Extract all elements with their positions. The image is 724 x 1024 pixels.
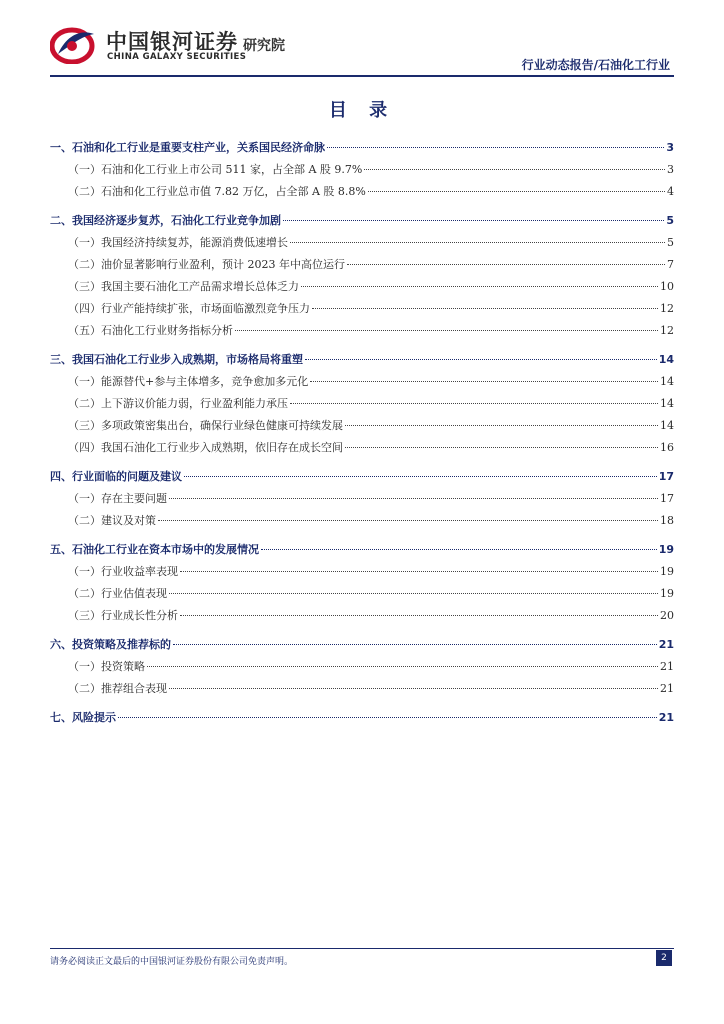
report-type: 行业动态报告/石油化工行业 <box>521 58 670 72</box>
toc-leader-dots <box>290 242 665 243</box>
toc-entry-title: （一）能源替代+参与主体增多，竞争愈加多元化 <box>68 375 309 388</box>
toc-page-number: 21 <box>660 660 674 673</box>
toc-leader-dots <box>347 264 665 265</box>
toc-subsection-link[interactable] <box>50 440 674 455</box>
toc-page-number: 12 <box>660 302 674 315</box>
toc-leader-dots <box>235 330 658 331</box>
toc-leader-dots <box>312 308 658 309</box>
toc-section-link[interactable] <box>50 469 674 484</box>
toc-page-number: 19 <box>660 565 674 578</box>
toc-leader-dots <box>364 169 665 170</box>
toc-entry-title: （二）油价显著影响行业盈利，预计 2023 年中高位运行 <box>68 258 345 271</box>
toc-leader-dots <box>310 381 658 382</box>
toc-entry-title: 三、我国石油化工行业步入成熟期，市场格局将重塑 <box>50 353 303 366</box>
toc-entry-title: （一）石油和化工行业上市公司 511 家，占全部 A 股 9.7% <box>68 163 363 176</box>
toc-entry-title: （一）我国经济持续复苏，能源消费低速增长 <box>68 236 288 249</box>
toc-leader-dots <box>169 688 658 689</box>
toc-leader-dots <box>184 476 657 477</box>
footer-divider <box>50 948 674 949</box>
toc-page-number: 3 <box>666 141 674 154</box>
toc-entry-title: （三）多项政策密集出台，确保行业绿色健康可持续发展 <box>68 419 343 432</box>
toc-leader-dots <box>180 571 658 572</box>
toc-entry-title: 一、石油和化工行业是重要支柱产业，关系国民经济命脉 <box>50 141 325 154</box>
toc-entry-title: （二）上下游议价能力弱，行业盈利能力承压 <box>68 397 288 410</box>
brand-name-cn: 中国银河证券 <box>106 30 238 54</box>
toc-section-link[interactable] <box>50 140 674 155</box>
page-header <box>0 0 724 80</box>
toc-page-number: 16 <box>660 441 674 454</box>
toc-entry-title: 二、我国经济逐步复苏，石油化工行业竞争加剧 <box>50 214 281 227</box>
toc-leader-dots <box>283 220 664 221</box>
toc-entry-title: （四）行业产能持续扩张，市场面临激烈竞争压力 <box>68 302 310 315</box>
toc-entry-title: 七、风险提示 <box>50 711 116 724</box>
toc-page-number: 18 <box>660 514 674 527</box>
toc-leader-dots <box>305 359 657 360</box>
toc-leader-dots <box>368 191 665 192</box>
toc-page-number: 5 <box>667 236 674 249</box>
header-divider <box>50 75 674 77</box>
toc-subsection-link[interactable] <box>50 301 674 316</box>
toc-leader-dots <box>118 717 657 718</box>
toc-entry-title: （三）行业成长性分析 <box>68 609 178 622</box>
toc-leader-dots <box>147 666 658 667</box>
toc-entry-title: （一）存在主要问题 <box>68 492 167 505</box>
toc-leader-dots <box>158 520 658 521</box>
toc-section-link[interactable] <box>50 637 674 652</box>
toc-subsection-link[interactable] <box>50 491 674 506</box>
toc-subsection-link[interactable] <box>50 323 674 338</box>
toc-subsection-link[interactable] <box>50 235 674 250</box>
toc-subsection-link[interactable] <box>50 564 674 579</box>
toc-leader-dots <box>169 593 658 594</box>
toc-leader-dots <box>345 425 658 426</box>
toc-page-number: 14 <box>658 353 674 366</box>
toc-page-number: 20 <box>660 609 674 622</box>
page-number-badge: 2 <box>656 950 672 966</box>
toc-leader-dots <box>301 286 658 287</box>
toc-title: 目 录 <box>328 100 396 121</box>
toc-section-link[interactable] <box>50 352 674 367</box>
toc-entry-title: 六、投资策略及推荐标的 <box>50 638 171 651</box>
galaxy-logo-icon <box>50 24 98 64</box>
toc-entry-title: （四）我国石油化工行业步入成熟期，依旧存在成长空间 <box>68 441 343 454</box>
toc-entry-title: （五）石油化工行业财务指标分析 <box>68 324 233 337</box>
toc-page-number: 21 <box>658 638 674 651</box>
toc-leader-dots <box>169 498 658 499</box>
toc-subsection-link[interactable] <box>50 418 674 433</box>
toc-entry-title: （二）石油和化工行业总市值 7.82 万亿，占全部 A 股 8.8% <box>68 185 366 198</box>
toc-subsection-link[interactable] <box>50 586 674 601</box>
toc-subsection-link[interactable] <box>50 162 674 177</box>
toc-subsection-link[interactable] <box>50 257 674 272</box>
toc-entry-title: （一）投资策略 <box>68 660 145 673</box>
institute-label: 研究院 <box>243 38 285 54</box>
toc-subsection-link[interactable] <box>50 184 674 199</box>
toc-entry-title: （二）行业估值表现 <box>68 587 167 600</box>
toc-entry-title: （一）行业收益率表现 <box>68 565 178 578</box>
toc-leader-dots <box>173 644 657 645</box>
toc-entry-title: 五、石油化工行业在资本市场中的发展情况 <box>50 543 259 556</box>
toc-page-number: 7 <box>667 258 674 271</box>
brand-name-en: CHINA GALAXY SECURITIES <box>107 52 247 62</box>
toc-page-number: 19 <box>658 543 674 556</box>
toc-page-number: 12 <box>660 324 674 337</box>
disclaimer-text: 请务必阅读正文最后的中国银河证券股份有限公司免责声明。 <box>50 957 294 967</box>
toc-leader-dots <box>327 147 664 148</box>
toc-leader-dots <box>345 447 658 448</box>
toc-section-link[interactable] <box>50 710 674 725</box>
toc-leader-dots <box>261 549 657 550</box>
toc-page-number: 19 <box>660 587 674 600</box>
toc-page-number: 14 <box>660 419 674 432</box>
table-of-contents <box>50 140 674 732</box>
toc-entry-title: （二）推荐组合表现 <box>68 682 167 695</box>
toc-subsection-link[interactable] <box>50 396 674 411</box>
toc-page-number: 17 <box>658 470 674 483</box>
toc-subsection-link[interactable] <box>50 659 674 674</box>
toc-page-number: 21 <box>658 711 674 724</box>
toc-page-number: 3 <box>667 163 674 176</box>
toc-entry-title: 四、行业面临的问题及建议 <box>50 470 182 483</box>
toc-page-number: 5 <box>666 214 674 227</box>
toc-leader-dots <box>290 403 658 404</box>
toc-section-link[interactable] <box>50 213 674 228</box>
toc-section-link[interactable] <box>50 542 674 557</box>
toc-subsection-link[interactable] <box>50 279 674 294</box>
toc-subsection-link[interactable] <box>50 513 674 528</box>
toc-page-number: 14 <box>660 375 674 388</box>
toc-page-number: 21 <box>660 682 674 695</box>
toc-leader-dots <box>180 615 658 616</box>
toc-page-number: 4 <box>667 185 674 198</box>
toc-page-number: 14 <box>660 397 674 410</box>
toc-entry-title: （三）我国主要石油化工产品需求增长总体乏力 <box>68 280 299 293</box>
toc-subsection-link[interactable] <box>50 681 674 696</box>
toc-entry-title: （二）建议及对策 <box>68 514 156 527</box>
toc-page-number: 17 <box>660 492 674 505</box>
toc-subsection-link[interactable] <box>50 608 674 623</box>
toc-subsection-link[interactable] <box>50 374 674 389</box>
toc-page-number: 10 <box>660 280 674 293</box>
